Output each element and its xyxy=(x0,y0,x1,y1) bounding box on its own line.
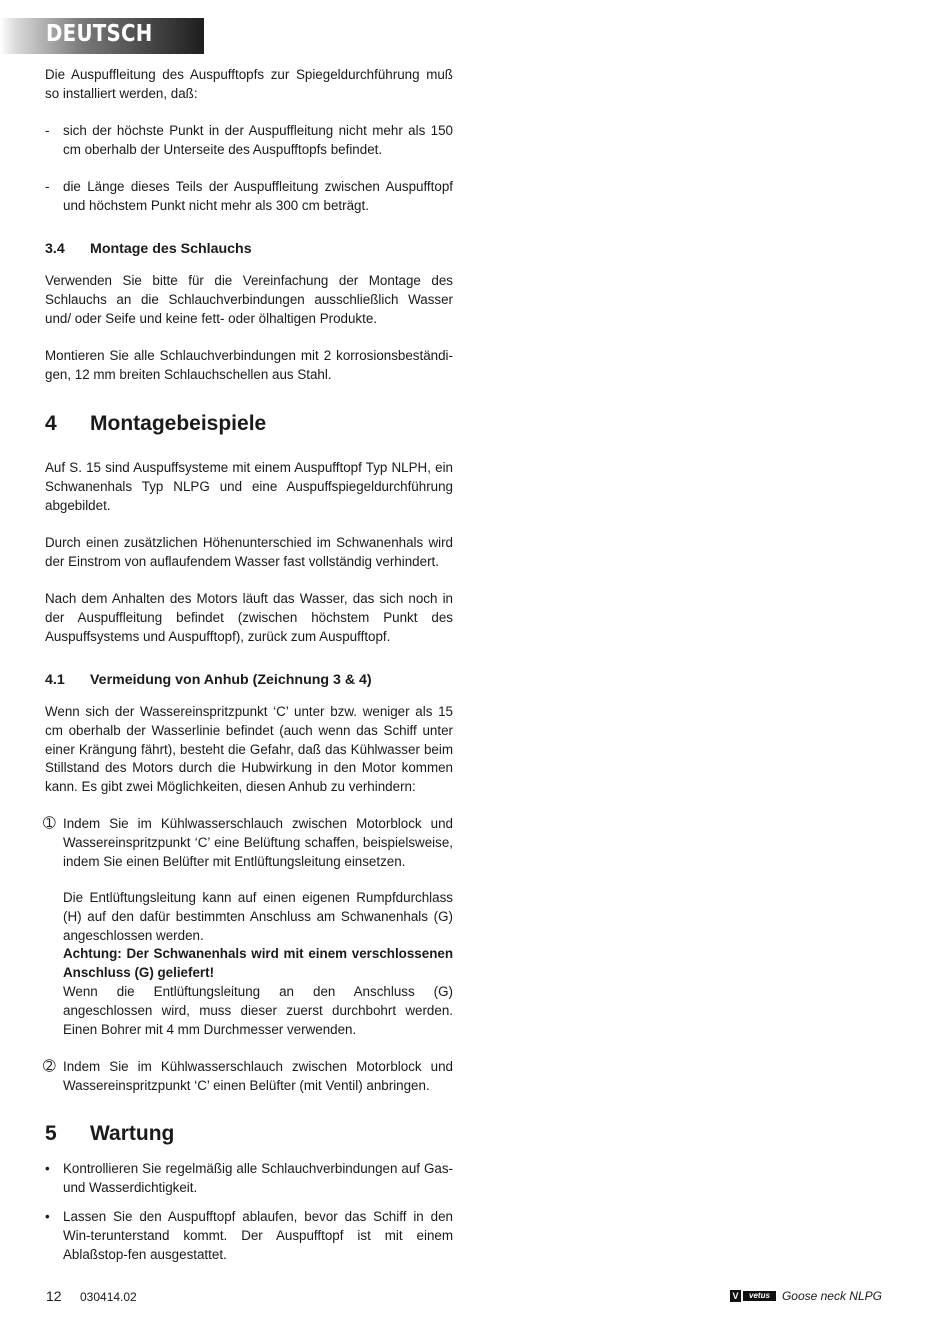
maintenance-item xyxy=(45,1208,453,1264)
section-title: Montage des Schlauchs xyxy=(90,241,252,257)
item-text: Lassen Sie den Auspufftopf ablaufen, bevor das Schiff in den Win-terunterstand kommt. Der Auspufftopf ist mit einem Ablaßstop-fen ausgestattet. xyxy=(63,1209,453,1262)
item-text: Kontrollieren Sie regelmäßig alle Schlauchverbindungen auf Gas- und Wasserdichtigkeit. xyxy=(63,1161,453,1195)
chapter-title: Wartung xyxy=(90,1122,175,1145)
paragraph: Wenn sich der Wassereinspritzpunkt ‘C’ unter bzw. weniger als 15 cm oberhalb der Wasserlinie befindet (auch wenn das Schiff unter einer Krängung fährt), besteht die Gefahr, daß das Kühlwasser beim Stillstand des Motors durch die Hubwirkung in den Motor kommen kann. Es gibt zwei Möglichkeiten, diesen Anhub zu verhindern: xyxy=(45,704,453,795)
chapter-number: 5 xyxy=(45,1122,57,1145)
section-4-paragraph xyxy=(45,459,453,515)
option-text: Indem Sie im Kühlwasserschlauch zwischen Motorblock und Wassereinspritzpunkt ‘C’ einen Belüfter (mit Ventil) anbringen. xyxy=(63,1059,453,1093)
intro-block xyxy=(45,66,453,104)
chapter-number: 4 xyxy=(45,412,57,435)
paragraph: Auf S. 15 sind Auspuffsysteme mit einem Auspufftopf Typ NLPH, ein Schwanenhals Typ NLPG und eine Auspuffspiegeldurchführung abgebildet. xyxy=(45,460,453,513)
option-1 xyxy=(45,815,453,871)
document-code: 030414.02 xyxy=(80,1290,137,1304)
paragraph: Montieren Sie alle Schlauchverbindungen mit 2 korrosionsbeständi-gen, 12 mm breiten Schlauchschellen aus Stahl. xyxy=(45,348,453,382)
section-title: Vermeidung von Anhub (Zeichnung 3 & 4) xyxy=(90,672,372,688)
section-5-heading xyxy=(45,1121,453,1147)
section-4-paragraph xyxy=(45,590,453,646)
bullet-marker: • xyxy=(45,1161,50,1176)
section-3-4-heading xyxy=(45,240,453,258)
intro-list-item xyxy=(45,122,453,160)
section-4-1-heading xyxy=(45,671,453,689)
logo-text: vetus xyxy=(743,1291,776,1301)
paragraph: Nach dem Anhalten des Motors läuft das Wasser, das sich noch in der Auspuffleitung befindet (zwischen höchstem Punkt des Auspuffsystems und Auspufftopf), zurück zum Auspufftopf. xyxy=(45,591,453,644)
option-1-details xyxy=(45,889,453,1039)
option-2 xyxy=(45,1058,453,1096)
page-number: 12 xyxy=(46,1288,62,1304)
circled-one-marker: ➀ xyxy=(43,814,56,832)
paragraph: Verwenden Sie bitte für die Vereinfachung der Montage des Schlauchs an die Schlauchverbindungen ausschließlich Wasser und/ oder Seife und keine fett- oder ölhaltigen Produkte. xyxy=(45,273,453,326)
dash-marker: - xyxy=(45,179,50,194)
intro-item-text: die Länge dieses Teils der Auspuffleitung zwischen Auspufftopf und höchstem Punkt nicht mehr als 300 cm beträgt. xyxy=(63,179,453,213)
intro-paragraph: Die Auspuffleitung des Auspufftopfs zur Spiegeldurchführung muß so installiert werden, daß: xyxy=(45,67,453,101)
language-banner xyxy=(0,18,204,54)
footer-brand xyxy=(730,1289,882,1303)
option-detail: Wenn die Entlüftungsleitung an den Anschluss (G) angeschlossen wird, muss dieser zuerst durchbohrt werden. Einen Bohrer mit 4 mm Durchmesser verwenden. xyxy=(63,983,453,1037)
intro-item-text: sich der höchste Punkt in der Auspuffleitung nicht mehr als 150 cm oberhalb der Unterseite des Auspufftopfs befindet. xyxy=(63,123,453,157)
section-3-4-paragraph xyxy=(45,272,453,328)
section-4-1-paragraph xyxy=(45,703,453,797)
product-title: Goose neck NLPG xyxy=(781,1289,882,1303)
section-number: 3.4 xyxy=(45,241,65,257)
logo-mark: V xyxy=(730,1290,741,1302)
section-4-paragraph xyxy=(45,534,453,572)
section-4-heading xyxy=(45,411,453,437)
language-label: DEUTSCH xyxy=(46,21,153,47)
dash-marker: - xyxy=(45,123,50,138)
paragraph: Durch einen zusätzlichen Höhenunterschied im Schwanenhals wird der Einstrom von auflaufendem Wasser fast vollständig verhindert. xyxy=(45,535,453,569)
section-3-4-paragraph xyxy=(45,347,453,385)
circled-two-marker: ➁ xyxy=(43,1057,56,1075)
chapter-title: Montagebeispiele xyxy=(90,412,267,435)
bullet-marker: • xyxy=(45,1209,50,1224)
warning-note: Achtung: Der Schwanenhals wird mit einem verschlossenen Anschluss (G) geliefert! xyxy=(63,946,453,981)
intro-list-item xyxy=(45,178,453,216)
maintenance-item xyxy=(45,1160,453,1198)
option-text: Indem Sie im Kühlwasserschlauch zwischen Motorblock und Wassereinspritzpunkt ‘C’ eine Belüftung schaffen, beispielsweise, indem Sie einen Belüfter mit Entlüftungsleitung einsetzen. xyxy=(63,816,453,869)
option-detail: Die Entlüftungsleitung kann auf einen eigenen Rumpfdurchlass (H) auf den dafür bestimmten Anschluss am Schwanenhals (G) angeschlossen werden. xyxy=(63,890,453,943)
vetus-logo xyxy=(730,1290,776,1302)
section-number: 4.1 xyxy=(45,672,65,688)
